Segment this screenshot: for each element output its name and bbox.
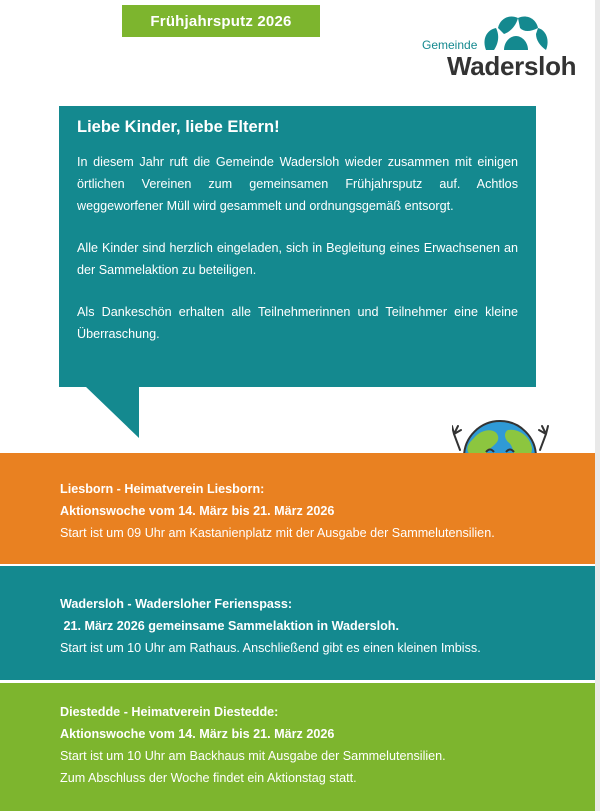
intro-bubble (59, 106, 536, 387)
event-diestedde (0, 683, 600, 811)
event-title: Liesborn - Heimatverein Liesborn: (60, 482, 265, 496)
event-liesborn (0, 453, 600, 564)
header-badge: Frühjahrsputz 2026 (122, 5, 320, 37)
event-details: Start ist um 10 Uhr am Rathaus. Anschließend gibt es einen kleinen Imbiss. (60, 641, 481, 655)
intro-paragraph-3: Als Dankeschön erhalten alle Teilnehmerinnen und Teilnehmer eine kleine Überraschung. (77, 305, 518, 341)
intro-paragraph-1: In diesem Jahr ruft die Gemeinde Wadersloh wieder zusammen mit einigen örtlichen Vereinen zum gemeinsamen Frühjahrsputz auf. Achtlos weggeworfener Müll wird gesammelt und ordnungsgemäß entsorgt. (77, 155, 518, 213)
sun-rays-logo-icon (480, 14, 552, 54)
speech-bubble-tail (85, 386, 141, 440)
event-wadersloh (0, 566, 600, 680)
event-details-extra: Zum Abschluss der Woche findet ein Aktionstag statt. (60, 771, 357, 785)
intro-title: Liebe Kinder, liebe Eltern! (77, 118, 280, 136)
page-edge (595, 0, 600, 811)
event-dates: 21. März 2026 gemeinsame Sammelaktion in Wadersloh. (60, 619, 399, 633)
event-details: Start ist um 10 Uhr am Backhaus mit Ausgabe der Sammelutensilien. (60, 749, 446, 763)
intro-paragraph-2: Alle Kinder sind herzlich eingeladen, sich in Begleitung eines Erwachsenen an der Sammelaktion zu beteiligen. (77, 241, 518, 277)
event-details: Start ist um 09 Uhr am Kastanienplatz mit der Ausgabe der Sammelutensilien. (60, 526, 495, 540)
event-dates: Aktionswoche vom 14. März bis 21. März 2026 (60, 504, 335, 518)
logo-big-text: Wadersloh (447, 51, 577, 81)
gemeinde-logo (420, 14, 590, 84)
event-title: Wadersloh - Wadersloher Ferienspass: (60, 597, 293, 611)
event-dates: Aktionswoche vom 14. März bis 21. März 2026 (60, 727, 335, 741)
logo-small-text: Gemeinde (422, 38, 478, 52)
event-title: Diestedde - Heimatverein Diestedde: (60, 705, 279, 719)
